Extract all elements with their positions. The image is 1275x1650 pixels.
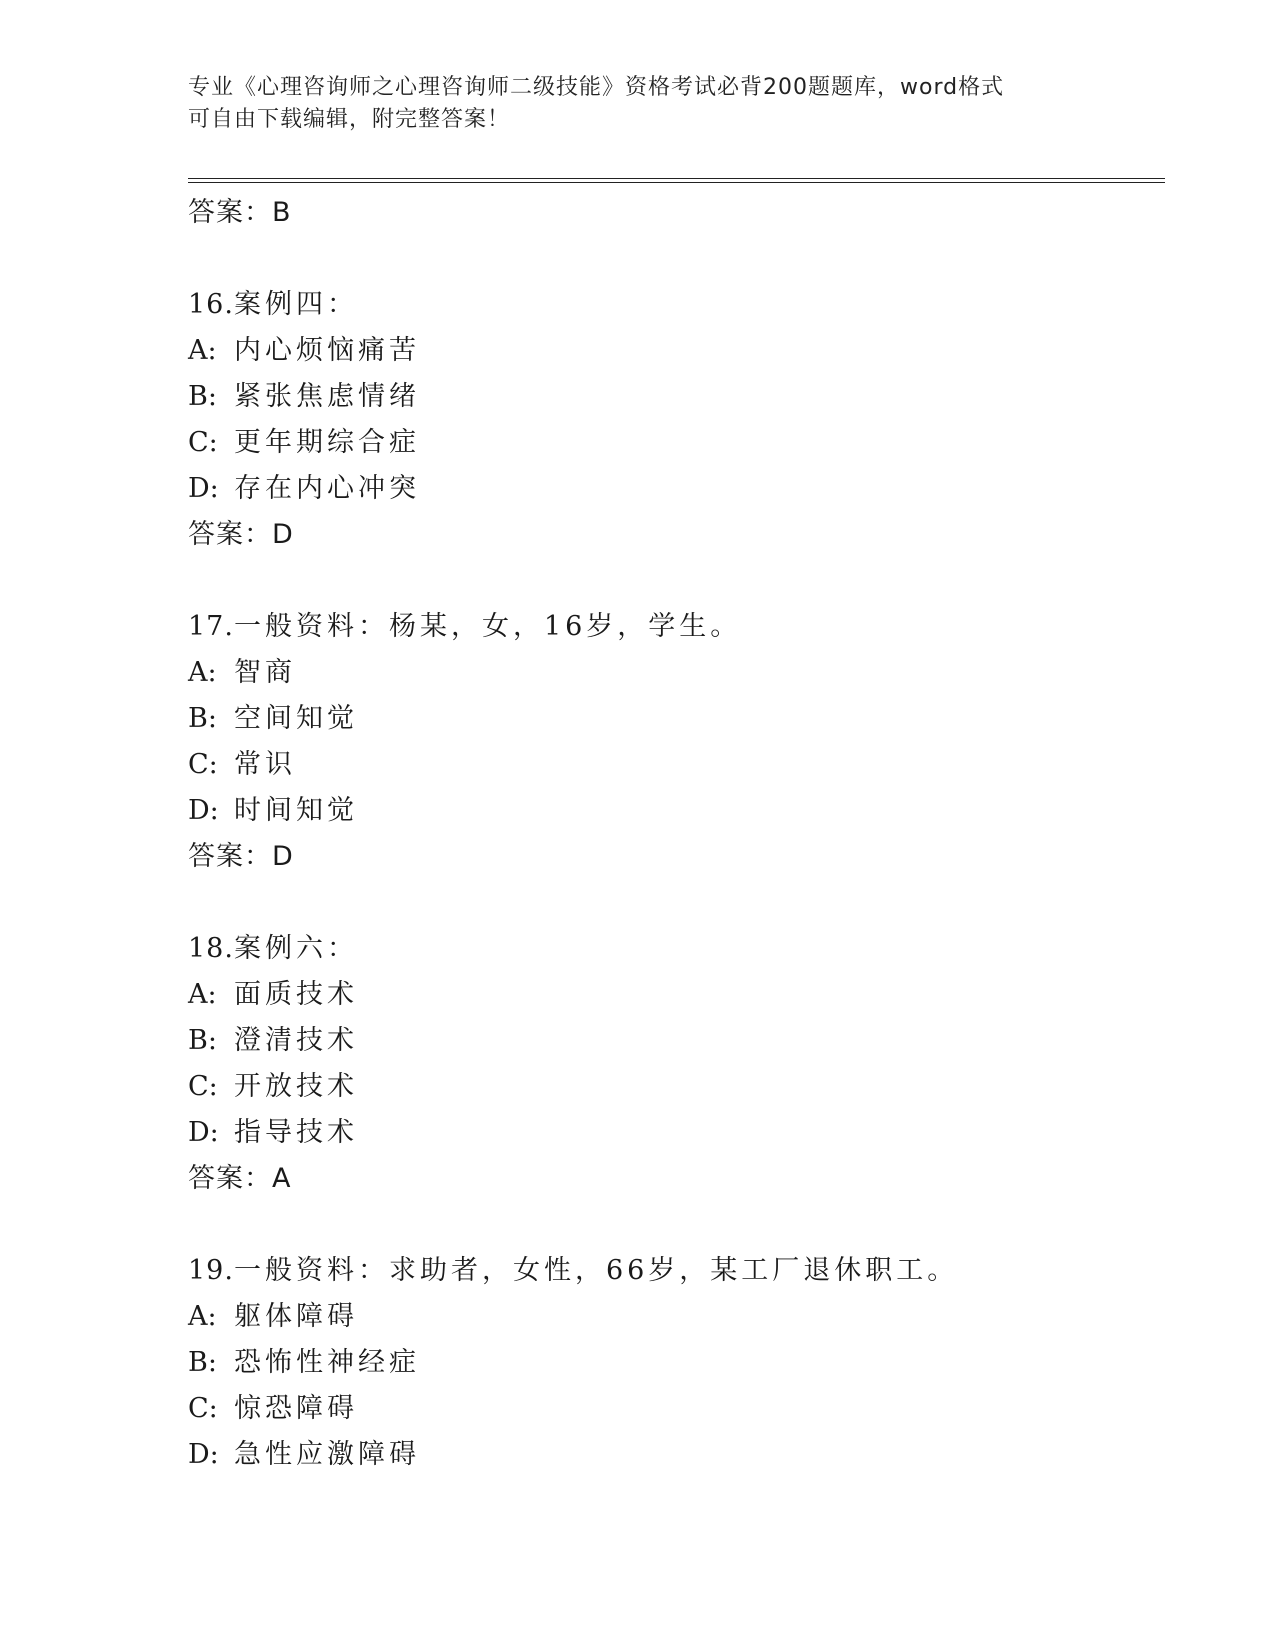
option-text: 急性应激障碍 — [234, 1439, 420, 1470]
question-number: 18. — [188, 933, 234, 964]
option-b — [188, 696, 1148, 742]
option-letter: C: — [188, 1071, 218, 1102]
option-b — [188, 1018, 1148, 1064]
option-letter: A: — [188, 335, 217, 366]
option-text: 存在内心冲突 — [234, 473, 420, 504]
answer-value: D — [272, 841, 294, 872]
spacer — [188, 236, 1148, 282]
option-text: 指导技术 — [234, 1117, 358, 1148]
option-text: 时间知觉 — [234, 795, 358, 826]
question-text: 案例六： — [233, 933, 358, 964]
option-d — [188, 788, 1148, 834]
option-text: 空间知觉 — [234, 703, 358, 734]
option-d — [188, 1432, 1148, 1478]
option-text: 开放技术 — [234, 1071, 358, 1102]
spacer — [188, 880, 1148, 926]
option-text: 紧张焦虑情绪 — [234, 381, 420, 412]
header-divider-bottom — [188, 182, 1165, 183]
option-b — [188, 1340, 1148, 1386]
option-c — [188, 742, 1148, 788]
option-letter: B: — [188, 1025, 217, 1056]
answer-line — [188, 834, 1148, 880]
answer-label: 答案： — [188, 519, 272, 550]
option-text: 常识 — [234, 749, 296, 780]
option-letter: D: — [188, 473, 219, 504]
option-letter: B: — [188, 1347, 217, 1378]
option-letter: C: — [188, 1393, 218, 1424]
option-d — [188, 466, 1148, 512]
question-block — [188, 1248, 1148, 1478]
option-letter: B: — [188, 703, 217, 734]
question-block — [188, 282, 1148, 558]
option-d — [188, 1110, 1148, 1156]
question-number: 16. — [188, 289, 234, 320]
answer-line — [188, 512, 1148, 558]
answer-label: 答案： — [188, 1163, 272, 1194]
answer-line — [188, 1156, 1148, 1202]
option-a — [188, 328, 1148, 374]
option-text: 澄清技术 — [234, 1025, 358, 1056]
spacer — [188, 1202, 1148, 1248]
answer-label: 答案： — [188, 841, 272, 872]
option-a — [188, 972, 1148, 1018]
answer-label: 答案： — [188, 197, 272, 228]
option-text: 内心烦恼痛苦 — [234, 335, 420, 366]
option-c — [188, 420, 1148, 466]
option-letter: A: — [188, 1301, 217, 1332]
option-letter: D: — [188, 1439, 219, 1470]
option-text: 面质技术 — [234, 979, 358, 1010]
option-text: 恐怖性神经症 — [234, 1347, 420, 1378]
question-text: 案例四： — [233, 289, 358, 320]
document-header — [188, 72, 1088, 136]
option-text: 智商 — [234, 657, 296, 688]
option-c — [188, 1386, 1148, 1432]
answer-value: A — [272, 1163, 292, 1194]
question-block — [188, 604, 1148, 880]
header-divider-top — [188, 178, 1165, 179]
question-block — [188, 926, 1148, 1202]
option-c — [188, 1064, 1148, 1110]
answer-value: D — [272, 519, 294, 550]
question-text: 一般资料：杨某，女，16岁，学生。 — [233, 611, 742, 642]
option-text: 躯体障碍 — [234, 1301, 358, 1332]
answer-value: B — [272, 197, 292, 228]
question-stem — [188, 926, 1148, 972]
option-letter: D: — [188, 795, 219, 826]
option-letter: D: — [188, 1117, 219, 1148]
option-a — [188, 650, 1148, 696]
option-a — [188, 1294, 1148, 1340]
option-letter: C: — [188, 427, 218, 458]
header-line-1: 专业《心理咨询师之心理咨询师二级技能》资格考试必背200题题库，word格式 — [188, 75, 1005, 100]
answer-line — [188, 190, 1148, 236]
option-text: 更年期综合症 — [234, 427, 420, 458]
option-letter: B: — [188, 381, 217, 412]
option-b — [188, 374, 1148, 420]
question-number: 19. — [188, 1255, 234, 1286]
option-letter: A: — [188, 657, 217, 688]
question-stem — [188, 604, 1148, 650]
option-letter: C: — [188, 749, 218, 780]
question-number: 17. — [188, 611, 234, 642]
question-stem — [188, 1248, 1148, 1294]
question-stem — [188, 282, 1148, 328]
spacer — [188, 558, 1148, 604]
question-text: 一般资料：求助者，女性，66岁，某工厂退休职工。 — [233, 1255, 959, 1286]
question-list — [188, 190, 1148, 1478]
header-line-2: 可自由下载编辑，附完整答案！ — [188, 107, 511, 132]
option-text: 惊恐障碍 — [234, 1393, 358, 1424]
option-letter: A: — [188, 979, 217, 1010]
